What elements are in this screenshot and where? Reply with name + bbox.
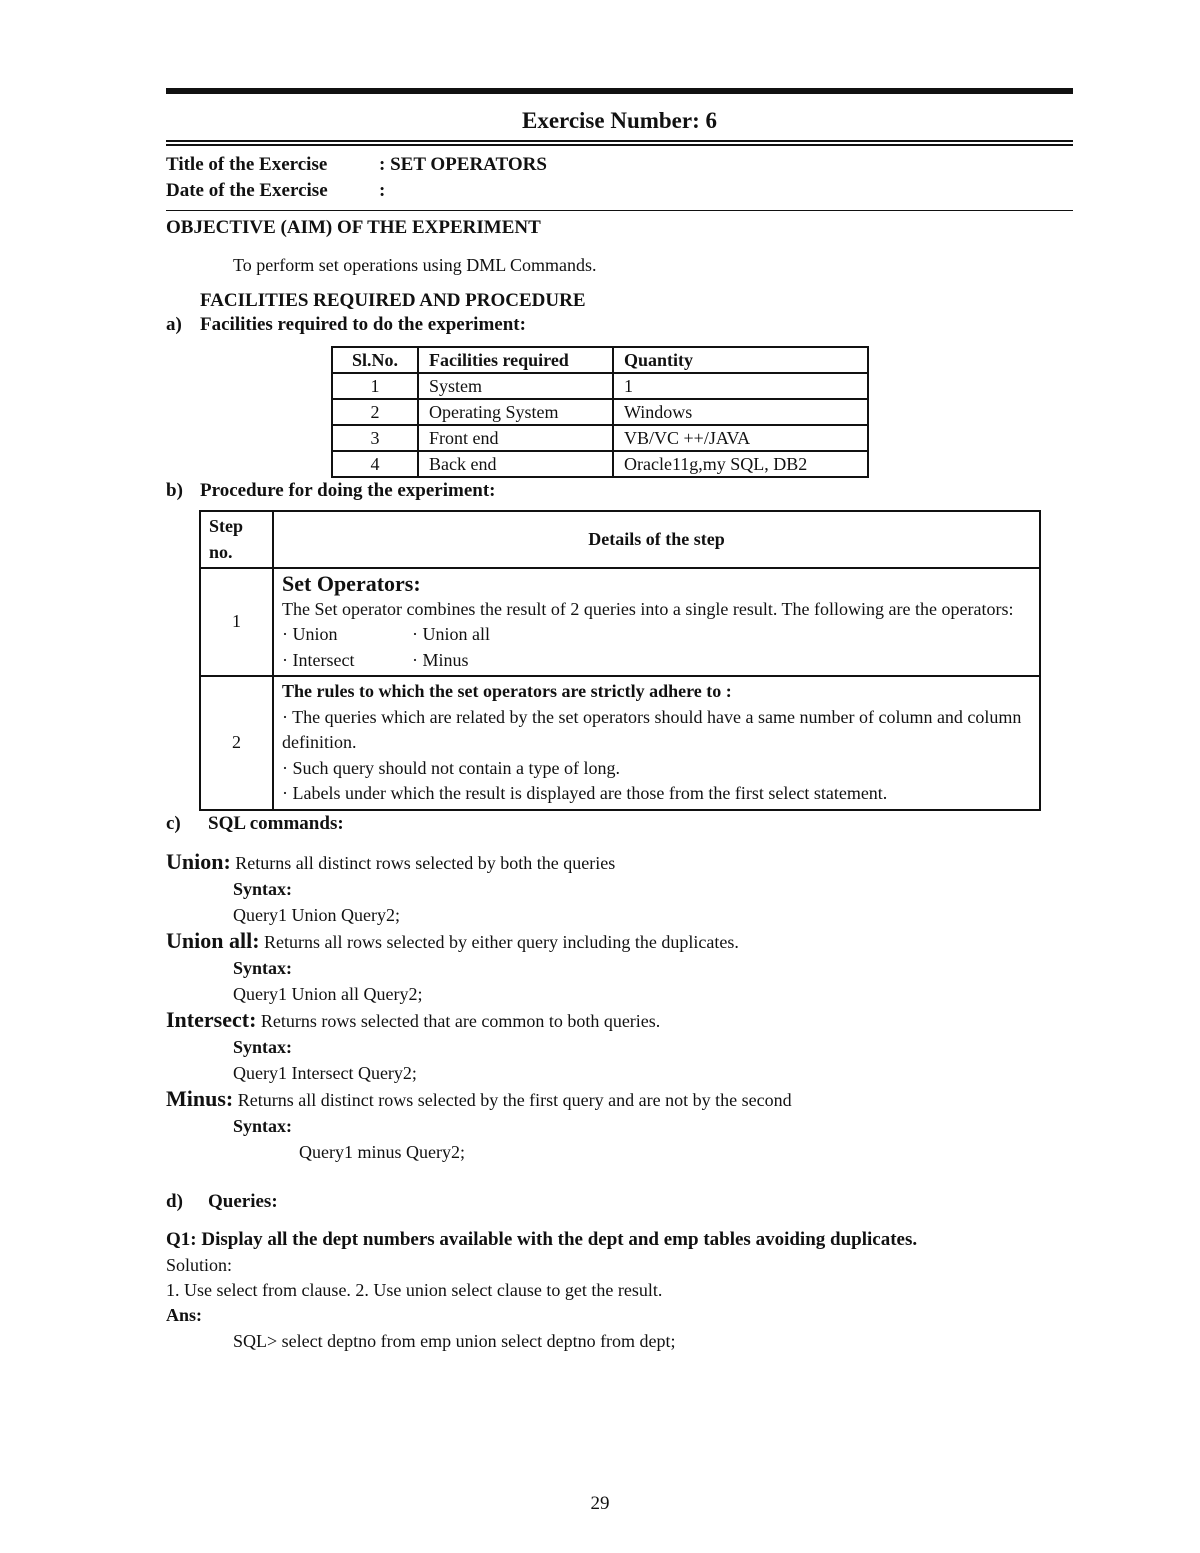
- sub-d-mark: d): [166, 1190, 183, 1212]
- page-number: 29: [590, 1493, 610, 1514]
- solution-text: 1. Use select from clause. 2. Use union select clause to get the result.: [166, 1279, 663, 1300]
- cell-quantity: 1: [613, 373, 868, 399]
- union-all-desc: Returns all rows selected by either query including the duplicates.: [259, 931, 739, 952]
- title-label: Title of the Exercise: [166, 154, 328, 175]
- col-slno: Sl.No.: [332, 347, 418, 373]
- cell-quantity: VB/VC ++/JAVA: [613, 425, 868, 451]
- procedure-step-2: [200, 676, 1040, 810]
- bullet-row: [282, 648, 1031, 674]
- syntax-label: Syntax:: [233, 957, 293, 978]
- sql-commands-heading: [166, 813, 1073, 835]
- meta-rule: [166, 210, 1073, 211]
- queries-heading: [166, 1191, 1073, 1213]
- sub-c-label: SQL commands:: [208, 812, 344, 834]
- step-number: 2: [200, 676, 273, 810]
- cell-facility: Operating System: [418, 399, 613, 425]
- intersect-section: [166, 1007, 1073, 1086]
- facilities-heading: FACILITIES REQUIRED AND PROCEDURE: [200, 290, 586, 311]
- col-step-no: Step no.: [200, 511, 273, 568]
- step-title: Set Operators:: [282, 571, 421, 596]
- sub-b-mark: b): [166, 480, 183, 501]
- sub-c-mark: c): [166, 812, 181, 834]
- procedure-table: [199, 510, 1041, 811]
- exercise-number: Exercise Number: 6: [521, 108, 718, 133]
- sub-a-label: Facilities required to do the experiment:: [200, 314, 526, 335]
- cell-quantity: Oracle11g,my SQL, DB2: [613, 451, 868, 477]
- rule-item: · Labels under which the result is displayed are those from the first select statement.: [282, 783, 888, 803]
- intersect-name: Intersect:: [166, 1006, 257, 1032]
- cell-slno: 3: [332, 425, 418, 451]
- sub-d-label: Queries:: [208, 1190, 278, 1212]
- step-text: The Set operator combines the result of 2 queries into a single result. The following are the operators:: [282, 598, 1014, 619]
- table-row: [332, 425, 868, 451]
- minus-section: [166, 1086, 1073, 1165]
- exercise-meta: [166, 152, 1073, 204]
- minus-name: Minus:: [166, 1085, 234, 1111]
- minus-desc: Returns all distinct rows selected by the first query and are not by the second: [233, 1089, 792, 1110]
- sub-a-mark: a): [166, 314, 182, 335]
- solution-label: Solution:: [166, 1254, 233, 1275]
- step-details: [273, 568, 1040, 676]
- date-value: :: [379, 180, 386, 201]
- minus-syntax: Query1 minus Query2;: [299, 1141, 465, 1162]
- union-syntax: Query1 Union Query2;: [233, 904, 400, 925]
- intersect-desc: Returns rows selected that are common to both queries.: [256, 1010, 661, 1031]
- question-1: Q1: Display all the dept numbers available with the dept and emp tables avoiding duplicates.: [166, 1228, 918, 1250]
- facilities-header-row: [332, 347, 868, 373]
- cell-facility: Front end: [418, 425, 613, 451]
- cell-slno: 4: [332, 451, 418, 477]
- union-all-name: Union all:: [166, 927, 260, 953]
- step-title: The rules to which the set operators are strictly adhere to :: [282, 681, 732, 701]
- bullet-item: · Union all: [412, 624, 490, 644]
- cell-facility: Back end: [418, 451, 613, 477]
- bullet-item: · Union: [282, 624, 338, 644]
- bullet-row: [282, 622, 1031, 648]
- document-page: [166, 88, 1073, 1354]
- title-double-rule: [166, 140, 1073, 146]
- answer-label: Ans:: [166, 1304, 203, 1325]
- procedure-subheading: [166, 480, 1073, 502]
- col-quantity: Quantity: [613, 347, 868, 373]
- union-name: Union:: [166, 848, 231, 874]
- objective-text: To perform set operations using DML Commands.: [233, 255, 597, 275]
- facilities-subheading: [166, 314, 1073, 336]
- syntax-label: Syntax:: [233, 878, 293, 899]
- table-row: [332, 373, 868, 399]
- step-details: [273, 676, 1040, 810]
- rule-item: · Such query should not contain a type of long.: [282, 757, 620, 778]
- cell-slno: 2: [332, 399, 418, 425]
- union-desc: Returns all distinct rows selected by both the queries: [230, 852, 616, 873]
- step-number: 1: [200, 568, 273, 676]
- table-row: [332, 451, 868, 477]
- cell-facility: System: [418, 373, 613, 399]
- objective-heading: OBJECTIVE (AIM) OF THE EXPERIMENT: [166, 217, 541, 238]
- union-all-section: [166, 928, 1073, 1007]
- union-section: [166, 849, 1073, 928]
- intersect-syntax: Query1 Intersect Query2;: [233, 1062, 417, 1083]
- table-row: [332, 399, 868, 425]
- rule-item: · The queries which are related by the set operators should have a same number of column and column definition.: [282, 706, 1022, 752]
- bullet-item: · Intersect: [282, 649, 355, 670]
- syntax-label: Syntax:: [233, 1036, 293, 1057]
- title-value: : SET OPERATORS: [379, 154, 547, 175]
- bullet-item: · Minus: [412, 649, 469, 670]
- answer-sql: SQL> select deptno from emp union select deptno from dept;: [233, 1330, 676, 1351]
- union-all-syntax: Query1 Union all Query2;: [233, 983, 423, 1004]
- procedure-header-row: [200, 511, 1040, 568]
- sub-b-label: Procedure for doing the experiment:: [200, 480, 496, 501]
- procedure-step-1: [200, 568, 1040, 676]
- col-facilities: Facilities required: [418, 347, 613, 373]
- date-label: Date of the Exercise: [166, 180, 328, 201]
- col-details: Details of the step: [273, 511, 1040, 568]
- cell-quantity: Windows: [613, 399, 868, 425]
- cell-slno: 1: [332, 373, 418, 399]
- facilities-table: [331, 346, 869, 478]
- syntax-label: Syntax:: [233, 1115, 293, 1136]
